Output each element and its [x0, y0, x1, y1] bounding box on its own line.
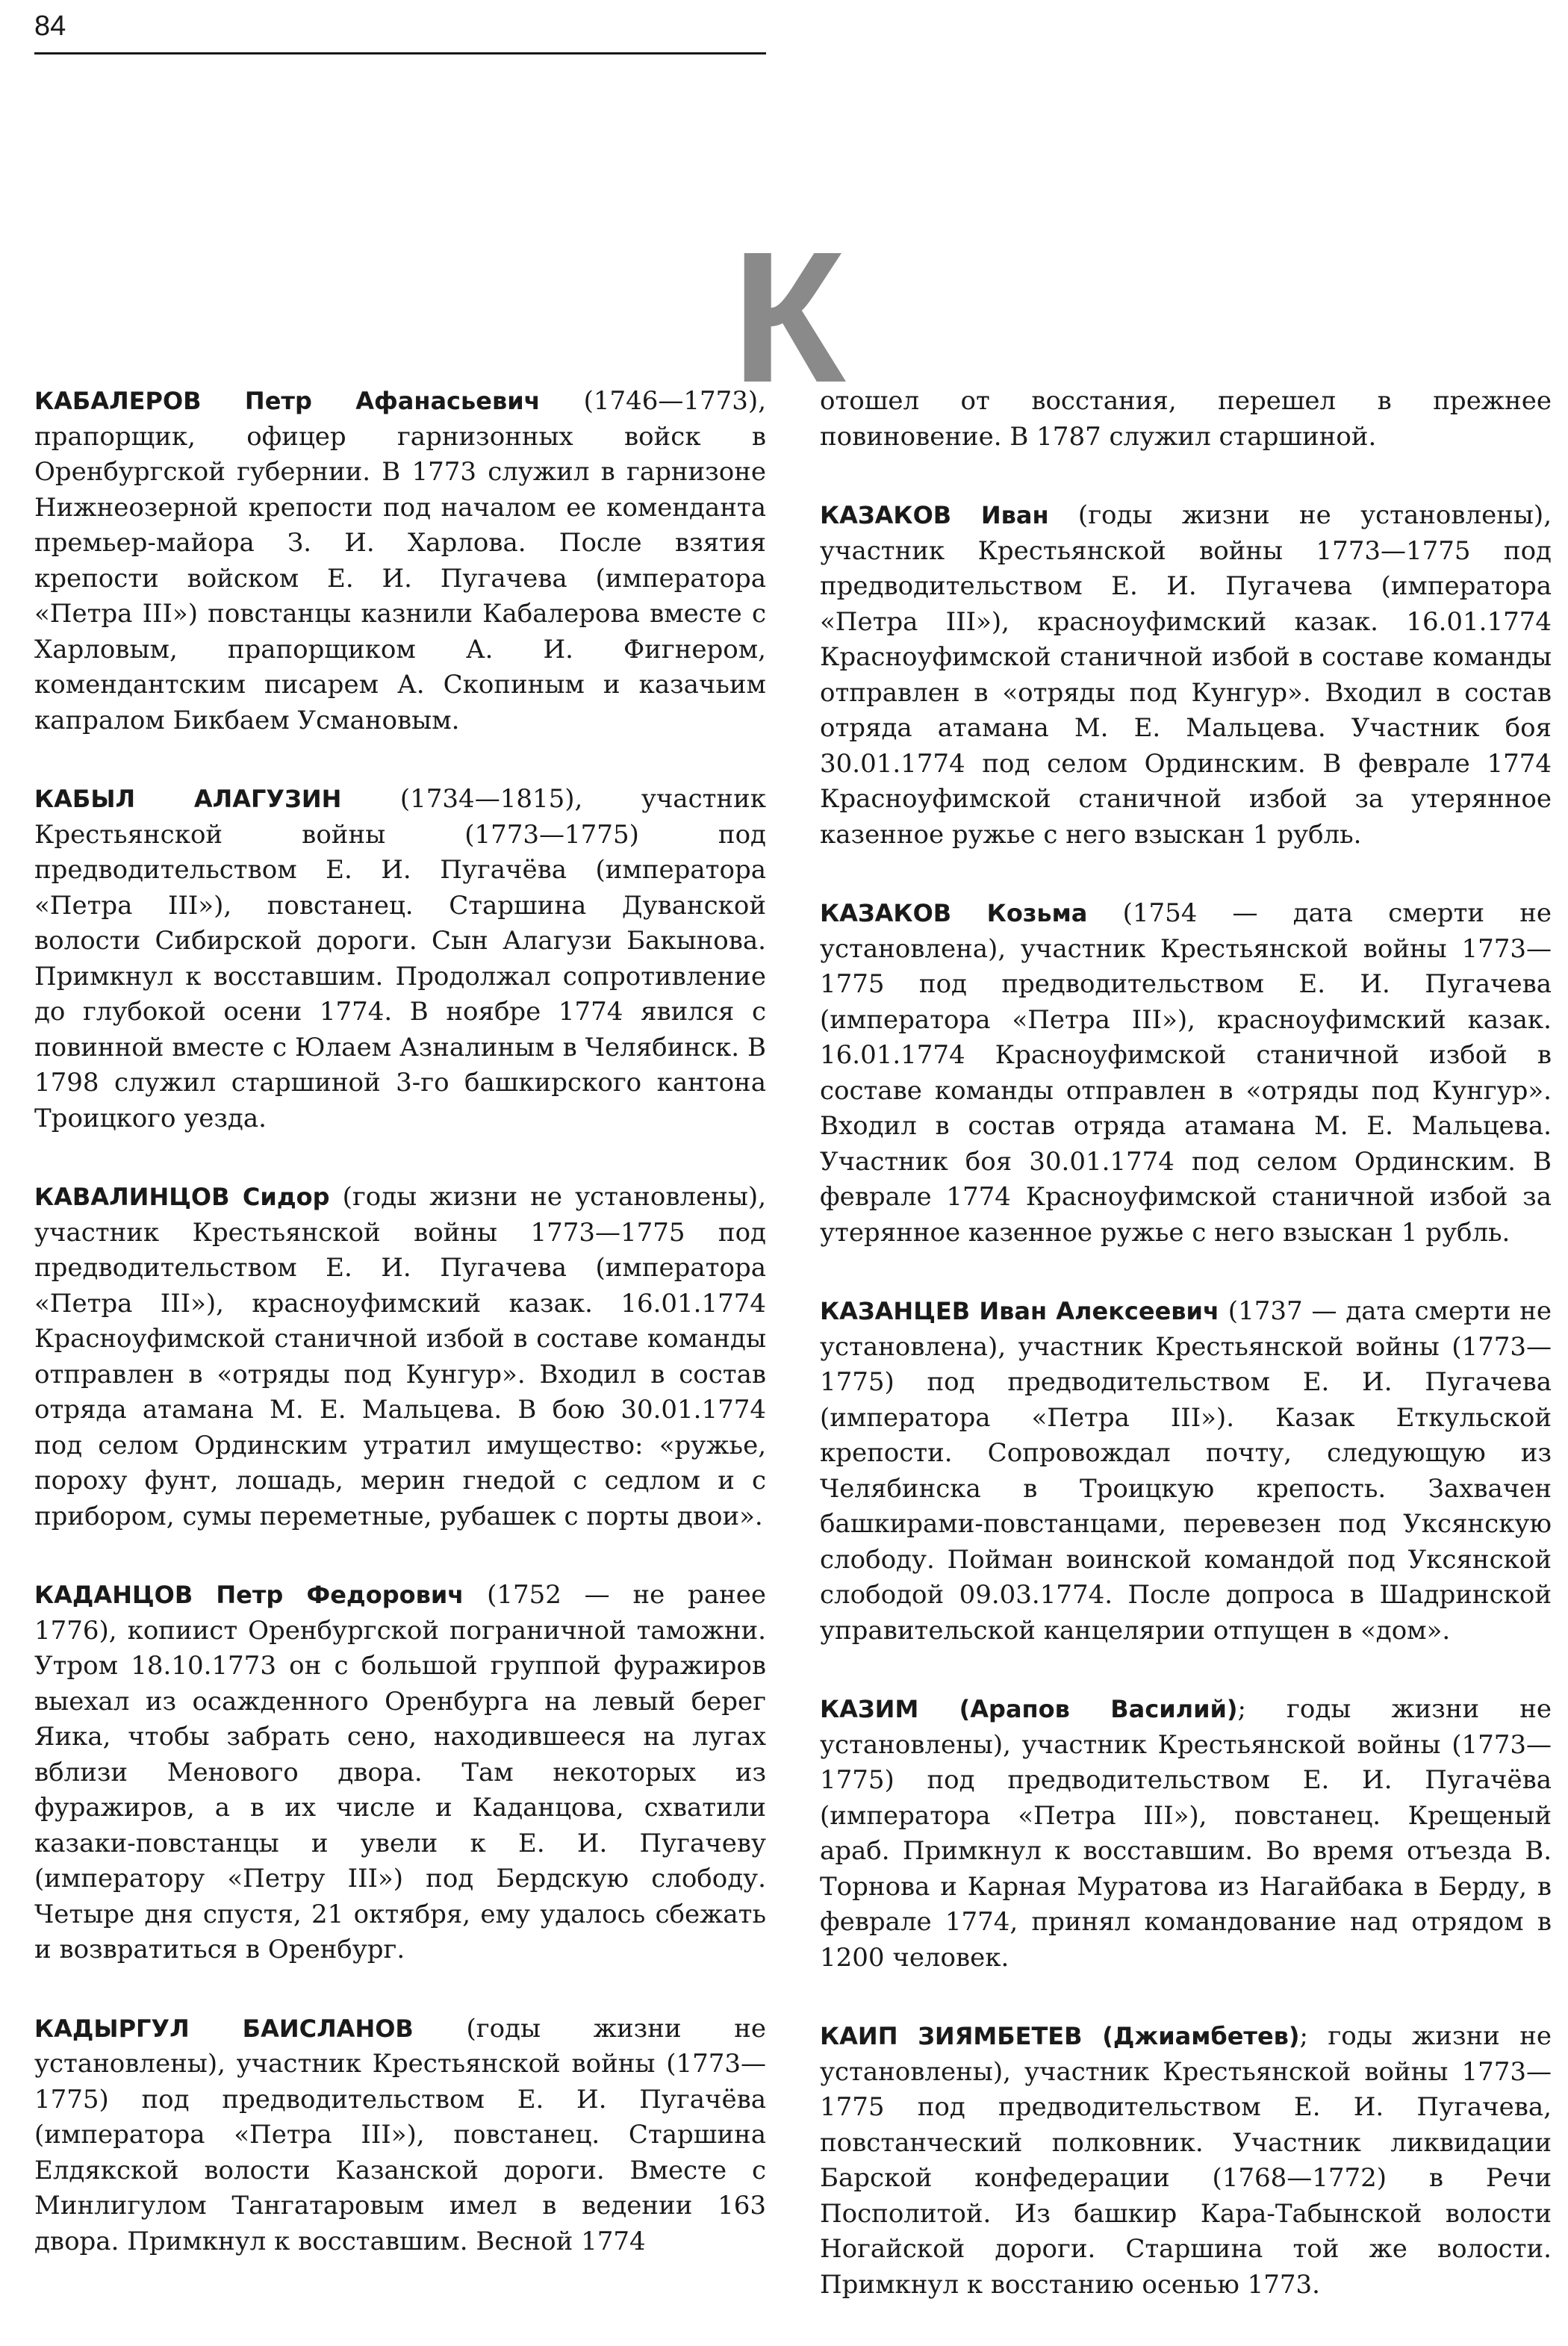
right-column: [820, 384, 1552, 2346]
section-letter: К: [732, 213, 846, 421]
entry-headword: КАБАЛЕРОВ Петр Афанасьевич: [34, 387, 541, 415]
entry: [34, 782, 766, 1136]
left-column: [34, 384, 766, 2303]
header-rule: [34, 52, 766, 55]
entry-text: (1746—1773), прапорщик, офицер гарнизонных войск в Оренбургской губернии. В 1773 служил в гарнизоне Нижнеозерной крепости под началом ее коменданта премьер-майора З. И. Харлова. После взятия крепости войском Е. И. Пугачева (императора «Петра III») повстанцы казнили Кабалерова вместе с Харловым, прапорщиком А. И. Фигнером, комендантским писарем А. Скопиным и казачьим капралом Бикбаем Усмановым.: [34, 386, 766, 735]
entry: [820, 1692, 1552, 1976]
entry-text: (годы жизни не установлены), участник Крестьянской войны (1773—1775) под предводительством Е. И. Пугачёва (императора «Петра III»), повстанец. Старшина Елдякской волости Казанской дороги. Вместе с Минлигулом Тангатаровым имел в ведении 163 двора. Примкнул к восставшим. Весной 1774: [34, 2013, 766, 2256]
entry-text: (1752 — не ранее 1776), копиист Оренбургской пограничной таможни. Утром 18.10.1773 он с большой группой фуражиров выехал из осажденного Оренбурга на левый берег Яика, чтобы забрать сено, находившееся на лугах вблизи Менового двора. Там некоторых из фуражиров, а в их числе и Каданцова, схватили казаки-повстанцы и увели к Е. И. Пугачеву (императору «Петру III») под Бердскую слободу. Четыре дня спустя, 21 октября, ему удалось сбежать и возвратиться в Оренбург.: [34, 1580, 766, 1964]
entry: [820, 1294, 1552, 1649]
entry: [820, 2019, 1552, 2303]
entry-headword: КАДАНЦОВ Петр Федорович: [34, 1581, 464, 1609]
entry-headword: КАЗАКОВ Козьма: [820, 899, 1088, 927]
entry-text: ; годы жизни не установлены), участник Крестьянской войны 1773—1775 под предводительством Е. И. Пугачева, повстанческий полковник. Участник ликвидации Барской конфедерации (1768—1772) в Речи Посполитой. Из башкир Кара-Табынской волости Ногайской дороги. Старшина той же волости. Примкнул к восстанию осенью 1773.: [820, 2021, 1552, 2300]
entry-headword: КАБЫЛ АЛАГУЗИН: [34, 785, 342, 813]
entry-text: (1737 — дата смерти не установлена), участник Крестьянской войны (1773—1775) под предводительством Е. И. Пугачева (императора «Петра III»). Казак Еткульской крепости. Сопровождал почту, следующую из Челябинска в Троицкую крепость. Захвачен башкирами-повстанцами, перевезен под Уксянскую слободу. Пойман воинской командой под Уксянской слободой 09.03.1774. После допроса в Шадринской управительской канцелярии отпущен в «дом».: [820, 1296, 1552, 1646]
entry-headword: КАЗАНЦЕВ Иван Алексеевич: [820, 1297, 1219, 1325]
entry-continuation: отошел от восстания, перешел в прежнее повиновение. В 1787 служил старшиной.: [820, 386, 1552, 452]
entry: [34, 2011, 766, 2260]
entry: [34, 1578, 766, 1968]
page-number: 84: [34, 10, 66, 42]
entry-text: ; годы жизни не установлены), участник Крестьянской войны (1773—1775) под предводительством Е. И. Пугачёва (императора «Петра III»), повстанец. Крещеный араб. Примкнул к восставшим. Во время отъезда В. Торнова и Карная Муратова из Нагайбака в Берду, в феврале 1774, принял командование над отрядом в 1200 человек.: [820, 1694, 1552, 1973]
entry-text: (годы жизни не установлены), участник Крестьянской войны 1773—1775 под предводительством Е. И. Пугачева (императора «Петра III»), красноуфимский казак. 16.01.1774 Красноуфимской станичной избой в составе команды отправлен в «отряды под Кунгур». Входил в состав отряда атамана М. Е. Мальцева. В бою 30.01.1774 под селом Ординским утратил имущество: «ружье, пороху фунт, лошадь, мерин гнедой с седлом и с прибором, сумы переметные, рубашек с порты двои».: [34, 1182, 767, 1531]
entry-headword: КАДЫРГУЛ БАИСЛАНОВ: [34, 2014, 414, 2043]
entry: [820, 498, 1552, 853]
entry-text: (1734—1815), участник Крестьянской войны (1773—1775) под предводительством Е. И. Пугачёва (императора «Петра III»), повстанец. Старшина Дуванской волости Сибирской дороги. Сын Алагузи Бакынова. Примкнул к восставшим. Продолжал сопротивление до глубокой осени 1774. В ноябре 1774 явился с повинной вместе с Юлаем Азналиным в Челябинск. В 1798 служил старшиной 3-го башкирского кантона Троицкого уезда.: [34, 784, 766, 1133]
entry-headword: КАВАЛИНЦОВ Сидор: [34, 1183, 330, 1211]
entry-headword: КАИП ЗИЯМБЕТЕВ (Джиамбетев): [820, 2022, 1300, 2050]
entry-text: (1754 — дата смерти не установлена), участник Крестьянской войны 1773—1775 под предводительством Е. И. Пугачева (императора «Петра III»), красноуфимский казак. 16.01.1774 Красноуфимской станичной избой в составе команды отправлен в «отряды под Кунгур». Входил в состав отряда атамана М. Е. Мальцева. Участник боя 30.01.1774 под селом Ординским. В феврале 1774 Красноуфимской станичной избой за утерянное казенное ружье с него взыскан 1 рубль.: [820, 898, 1552, 1248]
entry-headword: КАЗИМ (Арапов Василий): [820, 1695, 1238, 1723]
entry: [34, 384, 766, 738]
entry: [820, 896, 1552, 1251]
entry-text: (годы жизни не установлены), участник Крестьянской войны 1773—1775 под предводительством Е. И. Пугачева (императора «Петра III»), красноуфимский казак. 16.01.1774 Красноуфимской станичной избой в составе команды отправлен в «отряды под Кунгур». Входил в состав отряда атамана М. Е. Мальцева. Участник боя 30.01.1774 под селом Ординским. В феврале 1774 Красноуфимской станичной избой за утерянное казенное ружье с него взыскан 1 рубль.: [820, 500, 1552, 850]
entry: [34, 1180, 766, 1534]
entry-headword: КАЗАКОВ Иван: [820, 501, 1049, 529]
